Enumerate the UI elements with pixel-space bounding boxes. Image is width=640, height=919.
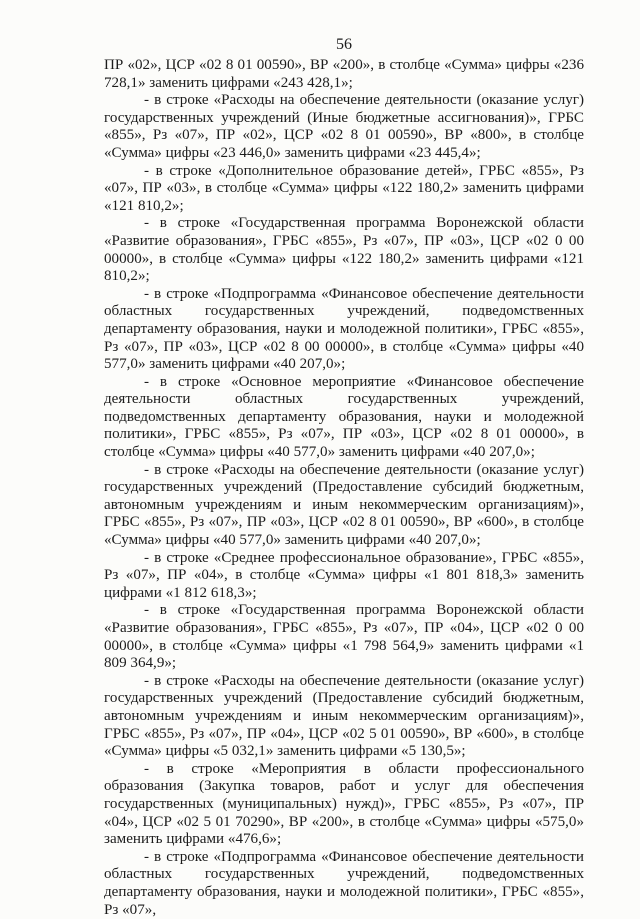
paragraph: - в строке «Среднее профессиональное образование», ГРБС «855», Рз «07», ПР «04», в столбце «Сумма» цифры «1 801 818,3» заменить цифрами «1 812 618,3»; [104, 549, 584, 601]
paragraph: - в строке «Расходы на обеспечение деятельности (оказание услуг) государственных учреждений (Иные бюджетные ассигнования)», ГРБС «855», Рз «07», ПР «02», ЦСР «02 8 01 00590», ВР «800», в столбце «Сумма» цифры «23 446,0» заменить цифрами «23 445,4»; [104, 92, 584, 161]
paragraph: - в строке «Расходы на обеспечение деятельности (оказание услуг) государственных учреждений (Предоставление субсидий бюджетным, автономным учреждениям и иным некоммерческим организациям)», ГРБС «855», Рз «07», ПР «04», ЦСР «02 5 01 00590», ВР «600», в столбце «Сумма» цифры «5 032,1» заменить цифрами «5 130,5»; [104, 672, 584, 760]
paragraph: - в строке «Мероприятия в области профессионального образования (Закупка товаров, работ и услуг для обеспечения государственных (муниципальных) нужд)», ГРБС «855», Рз «07», ПР «04», ЦСР «02 5 01 70290», ВР «200», в столбце «Сумма» цифры «575,0» заменить цифрами «476,6»; [104, 760, 584, 848]
paragraph: ПР «02», ЦСР «02 8 01 00590», ВР «200», в столбце «Сумма» цифры «236 728,1» заменить цифрами «243 428,1»; [104, 57, 584, 91]
paragraph: - в строке «Подпрограмма «Финансовое обеспечение деятельности областных государственных учреждений, подведомственных департаменту образования, науки и молодежной политики», ГРБС «855», Рз «07», [104, 848, 584, 918]
paragraph: - в строке «Государственная программа Воронежской области «Развитие образования», ГРБС «855», Рз «07», ПР «03», ЦСР «02 0 00 00000», в столбце «Сумма» цифры «122 180,2» заменить цифрами «121 810,2»; [104, 215, 584, 285]
paragraph: - в строке «Основное мероприятие «Финансовое обеспечение деятельности областных государственных учреждений, подведомственных департаменту образования, науки и молодежной политики», ГРБС «855», Рз «07», ПР «03», ЦСР «02 8 01 00000», в столбце «Сумма» цифры «40 577,0» заменить цифрами «40 207,0»; [104, 373, 584, 461]
paragraph: - в строке «Расходы на обеспечение деятельности (оказание услуг) государственных учреждений (Предоставление субсидий бюджетным, автономным учреждениям и иным некоммерческим организациям)», ГРБС «855», Рз «07», ПР «03», ЦСР «02 8 01 00590», ВР «600», в столбце «Сумма» цифры «40 577,0» заменить цифрами «40 207,0»; [104, 461, 584, 549]
page-number: 56 [336, 36, 352, 53]
paragraph: - в строке «Государственная программа Воронежской области «Развитие образования», ГРБС «855», Рз «07», ПР «04», ЦСР «02 0 00 00000», в столбце «Сумма» цифры «1 798 564,9» заменить цифрами «1 809 364,9»; [104, 602, 584, 672]
paragraph: - в строке «Подпрограмма «Финансовое обеспечение деятельности областных государственных учреждений, подведомственных департаменту образования, науки и молодежной политики», ГРБС «855», Рз «07», ПР «03», ЦСР «02 8 00 00000», в столбце «Сумма» цифры «40 577,0» заменить цифрами «40 207,0»; [104, 285, 584, 373]
paragraph: - в строке «Дополнительное образование детей», ГРБС «855», Рз «07», ПР «03», в столбце «Сумма» цифры «122 180,2» заменить цифрами «121 810,2»; [104, 162, 584, 214]
